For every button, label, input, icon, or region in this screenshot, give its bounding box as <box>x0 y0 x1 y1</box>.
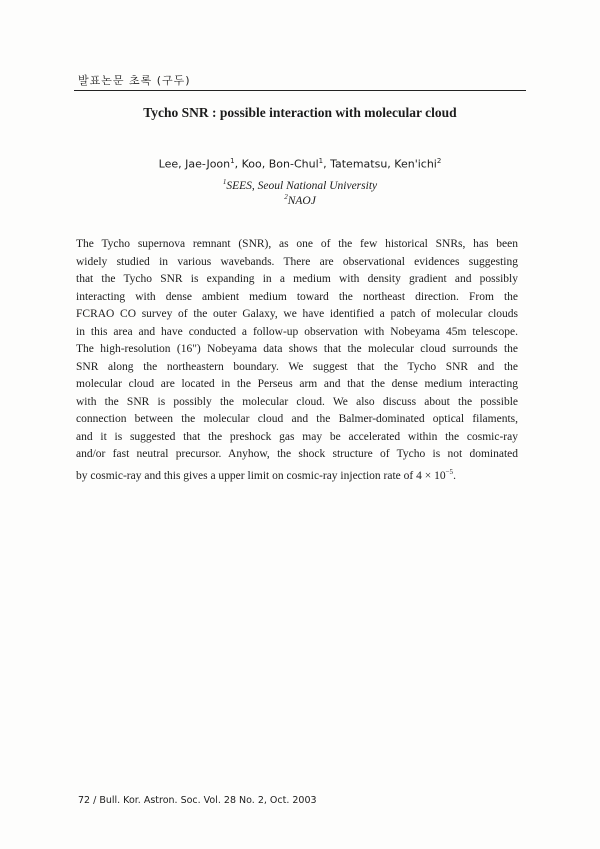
abstract-body <box>76 236 518 485</box>
abstract-line: FCRAO CO survey of the outer Galaxy, we have identified a patch of molecular clouds <box>76 308 518 320</box>
abstract-line: SNR along the northeastern boundary. We suggest that the Tycho SNR and the <box>76 360 518 373</box>
author-name: Lee, Jae-Joon <box>158 157 231 171</box>
abstract-line: interacting with dense ambient medium toward the northeast direction. From the <box>76 290 518 303</box>
abstract-line: with the SNR is possibly the molecular cloud. We also discuss about the possible <box>76 395 518 408</box>
abstract-line: in this area and have conducted a follow-up observation with Nobeyama 45m telescope. <box>76 325 518 338</box>
abstract-line: and/or fast neutral precursor. Anyhow, the shock structure of Tycho is not dominated <box>76 448 518 460</box>
abstract-line: widely studied in various wavebands. There are observational evidences suggesting <box>76 255 518 268</box>
abstract-line: and it is suggested that the preshock gas may be accelerated within the cosmic-ray <box>76 430 518 443</box>
exponent: −5 <box>445 467 454 476</box>
author-separator: , <box>323 157 331 171</box>
affiliation-name: NAOJ <box>287 194 316 207</box>
affiliation-mark: 2 <box>284 193 288 201</box>
header-rule <box>74 90 526 91</box>
abstract-line: that the Tycho SNR is expanding in a medium with density gradient and possibly <box>76 273 518 285</box>
abstract-last-text: by cosmic-ray and this gives a upper limit on cosmic-ray injection rate of 4 × 10 <box>76 469 446 482</box>
affiliation-mark: 1 <box>230 157 235 165</box>
affiliation-1 <box>74 178 526 192</box>
affiliation-2 <box>74 193 526 207</box>
affiliation-mark: 1 <box>222 178 227 186</box>
abstract-period: . <box>453 469 456 482</box>
section-header-label: 발표논문 초록 (구두) <box>78 74 191 87</box>
paper-title: Tycho SNR : possible interaction with molecular cloud <box>143 105 457 120</box>
abstract-line: molecular cloud are located in the Perseus arm and that the dense medium interacting <box>76 378 518 390</box>
author-name: Tatematsu, Ken'ichi <box>330 157 437 171</box>
author-list <box>74 157 526 171</box>
abstract-line: connection between the molecular cloud and the Balmer-dominated optical filaments, <box>76 413 518 425</box>
affiliation-mark: 2 <box>436 157 442 165</box>
author-name: Koo, Bon-Chul <box>241 157 319 171</box>
author-separator: , <box>234 157 242 171</box>
abstract-line: The Tycho supernova remnant (SNR), as one of the few historical SNRs, has been <box>76 238 518 250</box>
abstract-line: The high-resolution (16") Nobeyama data shows that the molecular cloud surrounds the <box>76 343 518 355</box>
abstract-last-line <box>76 464 518 485</box>
affiliation-mark: 1 <box>318 157 324 165</box>
page-footer-citation: 72 / Bull. Kor. Astron. Soc. Vol. 28 No. 2, Oct. 2003 <box>78 795 317 806</box>
affiliation-name: SEES, Seoul National University <box>226 179 378 192</box>
